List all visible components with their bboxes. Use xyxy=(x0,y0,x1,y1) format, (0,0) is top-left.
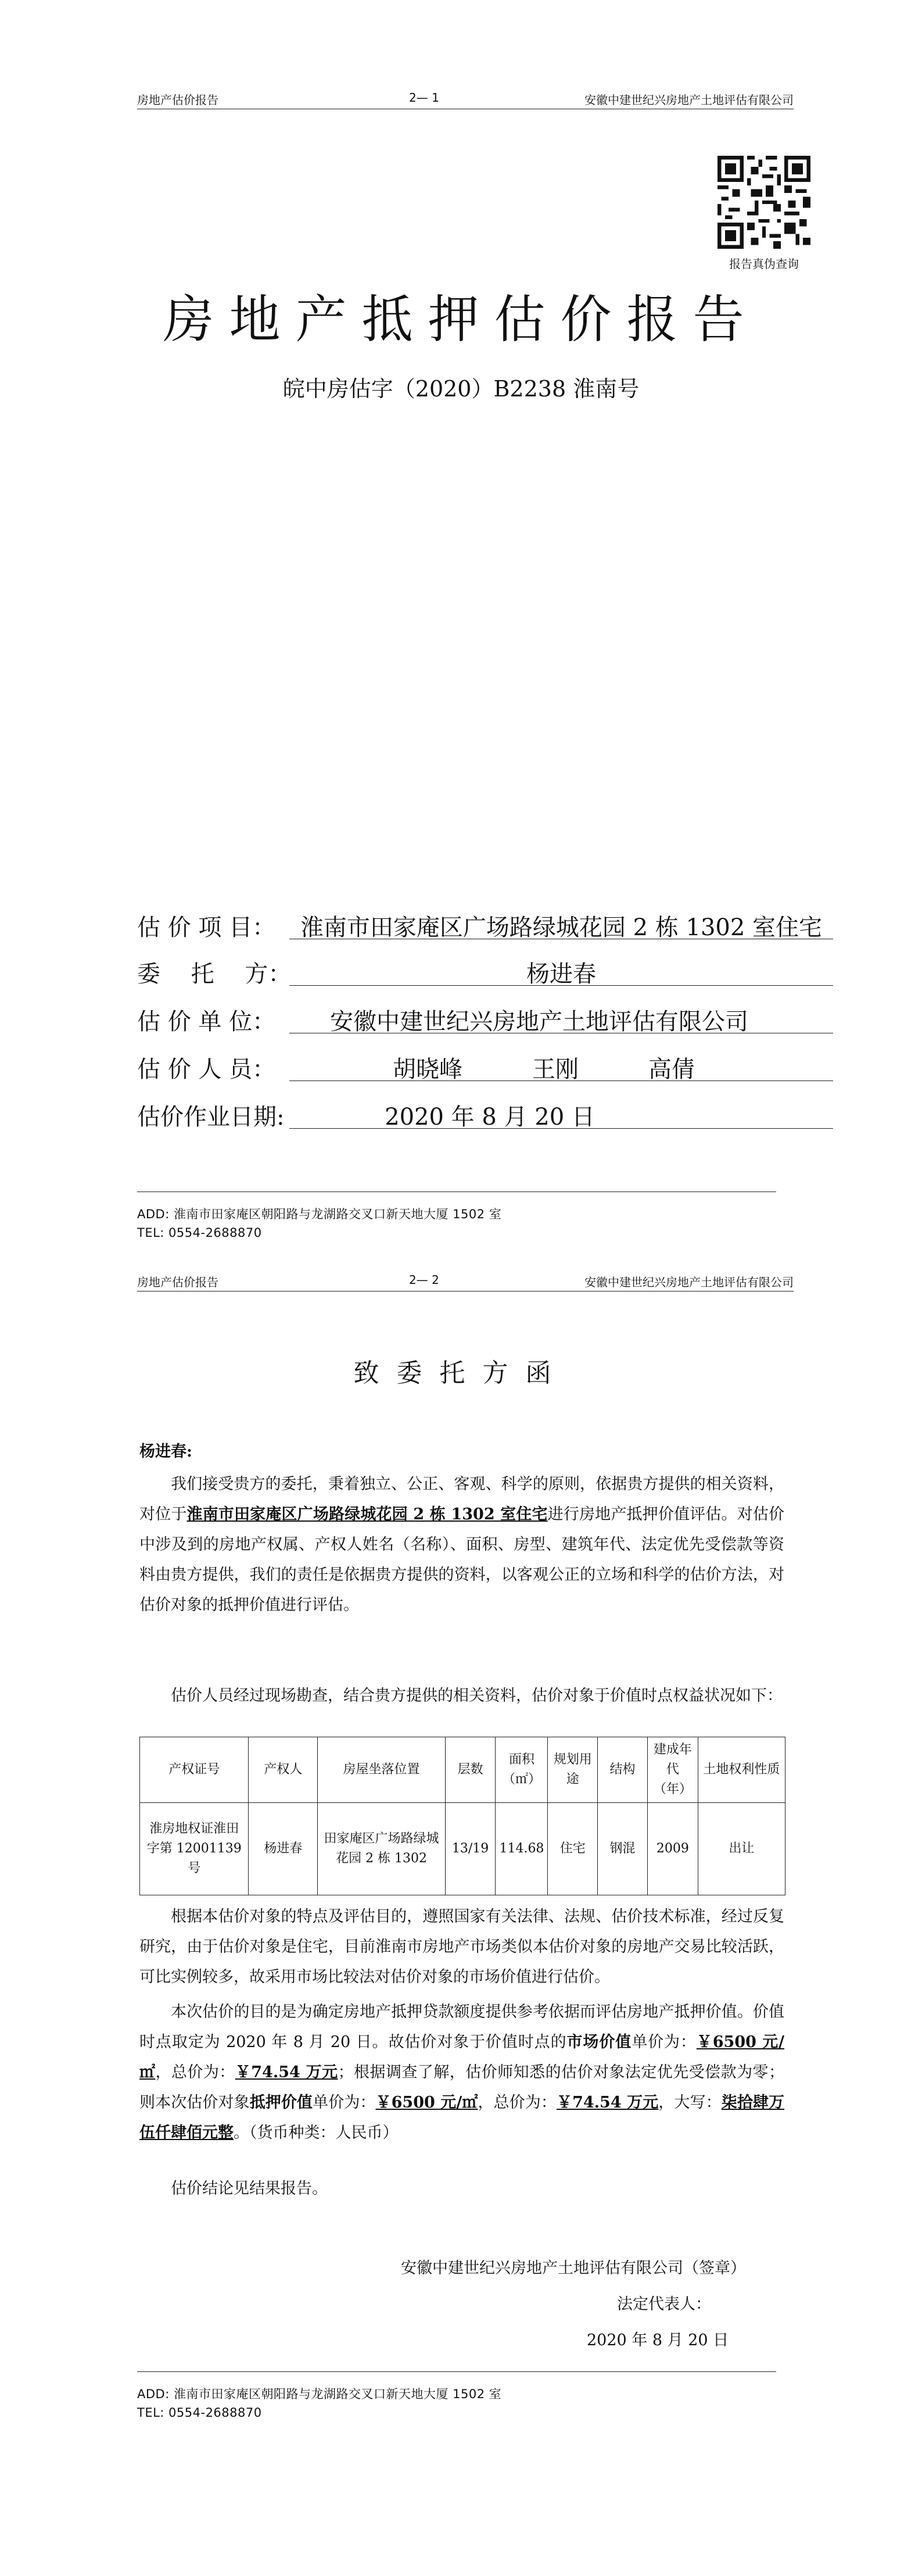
footer-address: ADD: 淮南市田家庵区朝阳路与龙湖路交叉口新天地大厦 1502 室 xyxy=(137,2387,502,2401)
field-appraisers xyxy=(137,1051,834,1081)
page1-footer xyxy=(137,1192,776,1243)
table-row: 淮房地权证淮田字第 12001139 号 杨进春 田家庵区广场路绿城花园 2 栋 1302 13/19 114.68 住宅 钢混 2009 出让 xyxy=(140,1803,785,1895)
field-client-label: 委 托 方： xyxy=(137,961,292,988)
market-value-label: 市场价值 xyxy=(566,2033,632,2051)
mortgage-total-price: ￥74.54 万元 xyxy=(556,2094,659,2112)
amount-in-words: 柒拾肆万伍仟肆佰元整 xyxy=(139,2094,785,2142)
page2-header xyxy=(137,1268,794,1291)
signature-company: 安徽中建世纪兴房地产土地评估有限公司（签章） xyxy=(401,2259,746,2277)
field-client-value: 杨进春 xyxy=(526,961,596,988)
footer-tel: TEL: 0554-2688870 xyxy=(137,2406,262,2420)
footer-tel: TEL: 0554-2688870 xyxy=(137,1226,262,1240)
appraiser-name: 胡晓峰 xyxy=(393,1056,462,1083)
header-page-number: 2— 1 xyxy=(409,91,439,105)
field-unit xyxy=(137,1003,834,1033)
header-report-name: 房地产估价报告 xyxy=(137,1275,218,1289)
paragraph-1: 我们接受贵方的委托，秉着独立、公正、客观、科学的原则，依据贵方提供的相关资料，对位于淮南市田家庵区广场路绿城花园 2 栋 1302 室住宅进行房地产抵押价值评估。对估价中涉及到的房地产权属、产权人姓名（名称）、面积、房型、建筑年代、法定优先受偿款等资料由贵方提供，我们的责任是依据贵方提供的资料，以客观公正的立场和科学的估价方法，对估价对象的抵押价值进行评估。 xyxy=(139,1475,784,1614)
appraiser-name: 高倩 xyxy=(648,1056,695,1083)
field-unit-value: 安徽中建世纪兴房地产土地评估有限公司 xyxy=(330,1008,748,1035)
header-report-name: 房地产估价报告 xyxy=(137,93,218,107)
market-total-price: ￥74.54 万元 xyxy=(235,2063,338,2081)
paragraph-5: 估价结论见结果报告。 xyxy=(171,2180,328,2198)
footer-address: ADD: 淮南市田家庵区朝阳路与龙湖路交叉口新天地大厦 1502 室 xyxy=(137,1207,502,1221)
market-unit-price: ￥6500 元/㎡ xyxy=(139,2033,785,2081)
appraiser-name: 王刚 xyxy=(532,1056,579,1083)
field-client xyxy=(137,956,834,986)
field-appraisers-label: 估 价 人 员： xyxy=(137,1056,276,1083)
report-title: 房地产抵押估价报告 xyxy=(163,289,759,349)
signature-representative: 法定代表人： xyxy=(617,2295,711,2313)
letter-title: 致委托方函 xyxy=(353,1358,569,1388)
qr-label: 报告真伪查询 xyxy=(729,257,799,271)
field-project xyxy=(137,909,834,939)
paragraph-3: 根据本估价对象的特点及评估目的，遵照国家有关法律、法规、估价技术标准，经过反复研究，由于估价对象是住宅，目前淮南市房地产市场类似本估价对象的房地产交易比较活跃，可比实例较多，故采用市场比较法对估价对象的市场价值进行估价。 xyxy=(139,1908,784,1986)
signature-date: 2020 年 8 月 20 日 xyxy=(587,2331,729,2349)
header-page-number: 2— 2 xyxy=(409,1273,439,1287)
mortgage-unit-price: ￥6500 元/㎡ xyxy=(375,2094,478,2112)
field-date-label: 估价作业日期: xyxy=(137,1104,285,1130)
field-date-value: 2020 年 8 月 20 日 xyxy=(385,1104,595,1130)
page2-footer xyxy=(137,2371,776,2423)
mortgage-value-label: 抵押价值 xyxy=(249,2094,313,2112)
property-table xyxy=(139,1737,785,1895)
doc-number: 皖中房估字（2020）B2238 淮南号 xyxy=(282,376,640,402)
table-header-row: 产权证号 产权人 房屋坐落位置 层数 面积（㎡） 规划用途 结构 建成年代（年） 土地权利性质 xyxy=(140,1737,785,1803)
page1-header xyxy=(137,86,794,109)
field-project-label: 估 价 项 目： xyxy=(137,914,276,941)
field-date xyxy=(137,1099,834,1129)
header-company: 安徽中建世纪兴房地产土地评估有限公司 xyxy=(584,1275,794,1289)
property-address: 淮南市田家庵区广场路绿城花园 2 栋 1302 室住宅 xyxy=(186,1505,548,1523)
paragraph-4: 本次估价的目的是为确定房地产抵押贷款额度提供参考依据而评估房地产抵押价值。价值时点取定为 2020 年 8 月 20 日。故估价对象于价值时点的市场价值单价为：￥6500 元/㎡，总价为：￥74.54 万元；根据调查了解，估价师知悉的估价对象法定优先受偿款为零；则本次估价对象抵押价值单价为：￥6500 元/㎡，总价为：￥74.54 万元，大写：柒拾肆万伍仟肆佰元整。（货币种类：人民币） xyxy=(139,2003,785,2142)
header-company: 安徽中建世纪兴房地产土地评估有限公司 xyxy=(584,93,794,107)
paragraph-2: 估价人员经过现场勘查，结合贵方提供的相关资料，估价对象于价值时点权益状况如下： xyxy=(171,1687,783,1705)
qr-code-icon xyxy=(717,156,810,249)
field-project-value: 淮南市田家庵区广场路绿城花园 2 栋 1302 室住宅 xyxy=(300,914,823,941)
field-unit-label: 估 价 单 位： xyxy=(137,1008,276,1035)
salutation: 杨进春: xyxy=(139,1443,192,1461)
